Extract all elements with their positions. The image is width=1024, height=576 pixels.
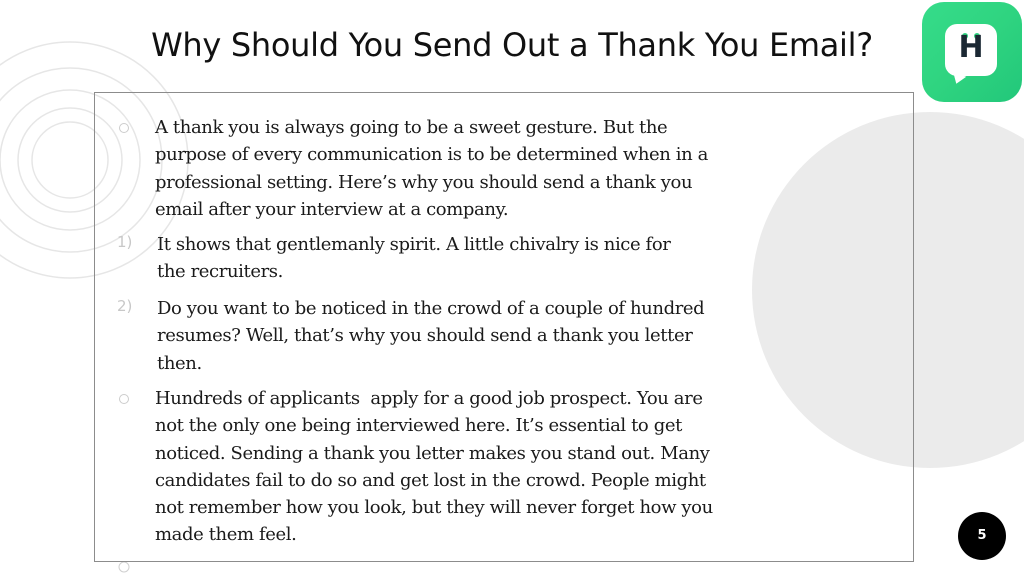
app-logo[interactable]: [922, 2, 1022, 102]
page-number-badge: 5: [958, 512, 1006, 560]
bullet-circle-icon: [119, 394, 129, 404]
bullet-circle-icon: [119, 123, 129, 133]
list-item-1: It shows that gentlemanly spirit. A little chivalry is nice for the recruiters.: [157, 234, 671, 283]
list-item-2: Do you want to be noticed in the crowd of a couple of hundred resumes? Well, that’s why you should send a thank you letter then.: [157, 298, 705, 374]
paragraph-intro: A thank you is always going to be a sweet gesture. But the purpose of every communication is to be determined when in a professional setting. Here’s why you should send a thank you email after your interview at a company.: [155, 117, 708, 220]
chat-bubble-h-icon: [945, 24, 997, 76]
logo-letter: H: [958, 30, 984, 65]
list-marker-1: 1): [117, 233, 133, 251]
paragraph-applicants: Hundreds of applicants apply for a good job prospect. You are not the only one being interviewed here. It’s essential to get noticed. Sending a thank you letter makes you stand out. Many candidates fail to do so and get lost in the crowd. People might not remember how you look, but they will never forget how you made them feel.: [155, 388, 713, 546]
content-textbox[interactable]: [94, 92, 914, 562]
list-marker-2: 2): [117, 297, 133, 315]
slide-title: Why Should You Send Out a Thank You Email?: [151, 26, 873, 64]
